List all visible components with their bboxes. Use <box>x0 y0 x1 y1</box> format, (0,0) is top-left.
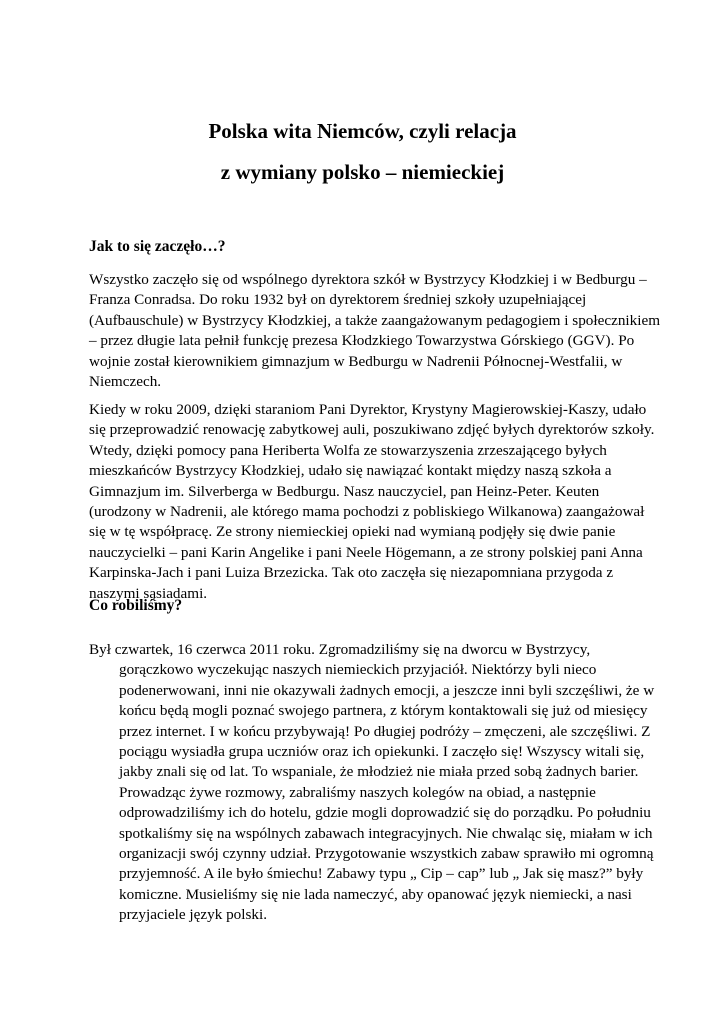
paragraph-line: Franza Conradsa. Do roku 1932 był on dyrektorem średniej szkoły uzupełniającej <box>89 291 587 309</box>
paragraph-line: nauczycielki – pani Karin Angelike i pani Neele Högemann, a ze strony polskiej pani Anna <box>89 543 643 561</box>
paragraph-line: spotkaliśmy się na wspólnych zabawach integracyjnych. Nie chwaląc się, miałam w ich <box>119 824 653 842</box>
paragraph-line: Kiedy w roku 2009, dzięki staraniom Pani Dyrektor, Krystyny Magierowskiej-Kaszy, udało <box>89 401 647 418</box>
paragraph-line: Niemczech. <box>89 373 162 391</box>
paragraph-line: – przez długie lata pełnił funkcję prezesa Kłodzkiego Towarzystwa Górskiego (GGV). Po <box>89 332 635 350</box>
paragraph-line: gorączkowo wyczekując naszych niemieckich przyjaciół. Niektórzy byli nieco <box>119 661 597 679</box>
section-heading-jak-to-sie-zaczelo: Jak to się zaczęło…? <box>89 238 226 255</box>
paragraph-line: wojnie został kierownikiem gimnazjum w Bedburgu w Nadrenii Północnej-Westfalii, w <box>89 352 623 370</box>
paragraph-line: podenerwowani, inni nie okazywali żadnych emocji, a jeszcze inni byli szczęśliwi, że w <box>119 681 655 699</box>
paragraph-line: organizacji swój czynny udział. Przygotowanie wszystkich zabaw sprawiło mi ogromną <box>119 845 654 863</box>
paragraph-line: naszymi sąsiadami. <box>89 584 208 602</box>
section-heading-co-robilismy: Co robiliśmy? <box>89 597 183 614</box>
paragraph-franz-conrads <box>89 270 661 392</box>
paragraph-line: mieszkańców Bystrzycy Kłodzkiej, udało się nawiązać kontakt między naszą szkoła a <box>89 462 612 480</box>
paragraph-line: końcu będą mogli poznać swojego partnera, z którym kontaktowali się już od miesięcy <box>119 702 648 720</box>
paragraph-line: Wszystko zaczęło się od wspólnego dyrektora szkół w Bystrzycy Kłodzkiej i w Bedburgu – <box>89 271 647 288</box>
paragraph-line: Prowadząc żywe rozmowy, zabraliśmy naszych kolegów na obiad, a następnie <box>119 783 596 801</box>
paragraph-line: przyjaciele język polski. <box>119 906 268 924</box>
paragraph-line: się przeprowadzić renowację zabytkowej auli, poszukiwano zdjęć byłych dyrektorów szkoły. <box>89 421 655 439</box>
paragraph-line: (urodzony w Nadrenii, ale którego mama pochodzi z pobliskiego Wilkanowa) zaangażował <box>89 503 645 521</box>
paragraph-line: przez internet. I w końcu przybywają! Po długiej podróży – zmęczeni, ale szczęśliwi. Z <box>119 722 651 740</box>
paragraph-line: przyjemność. A ile było śmiechu! Zabawy typu „ Cip – cap” lub „ Jak się masz?” były <box>119 865 644 883</box>
document-title-line-1: Polska wita Niemców, czyli relacja <box>208 119 517 143</box>
paragraph-line: Gimnazjum im. Silverberga w Bedburgu. Nasz nauczyciel, pan Heinz-Peter. Keuten <box>89 482 600 500</box>
paragraph-renowacja-auli <box>89 400 655 604</box>
document-title-line-2: z wymiany polsko – niemieckiej <box>220 160 505 184</box>
paragraph-czwartek-16-czerwca <box>89 640 655 926</box>
paragraph-line: Wtedy, dzięki pomocy pana Heriberta Wolfa ze stowarzyszenia zrzeszającego byłych <box>89 441 607 459</box>
paragraph-line: komiczne. Musieliśmy się nie lada nameczyć, aby opanować język niemiecki, a nasi <box>119 885 632 903</box>
paragraph-line: odprowadziliśmy ich do hotelu, gdzie mogli doprowadzić się do porządku. Po południu <box>119 804 651 822</box>
paragraph-line: Był czwartek, 16 czerwca 2011 roku. Zgromadziliśmy się na dworcu w Bystrzycy, <box>89 641 591 658</box>
paragraph-line: (Aufbauschule) w Bystrzycy Kłodzkiej, a także zaangażowanym pedagogiem i społecznikiem <box>89 311 661 329</box>
paragraph-line: się w tę współpracę. Ze strony niemieckiej opieki nad wymianą podjęły się dwie panie <box>89 523 616 541</box>
paragraph-line: Karpinska-Jach i pani Luiza Brzezicka. Tak oto zaczęła się niezapomniana przygoda z <box>89 564 614 582</box>
paragraph-line: jakby znali się od lat. To wspaniale, że młodzież nie miała przed sobą żadnych barier. <box>119 763 639 781</box>
paragraph-line: pociągu wysiadła grupa uczniów oraz ich opiekunki. I zaczęło się! Wszyscy witali się, <box>119 743 645 761</box>
